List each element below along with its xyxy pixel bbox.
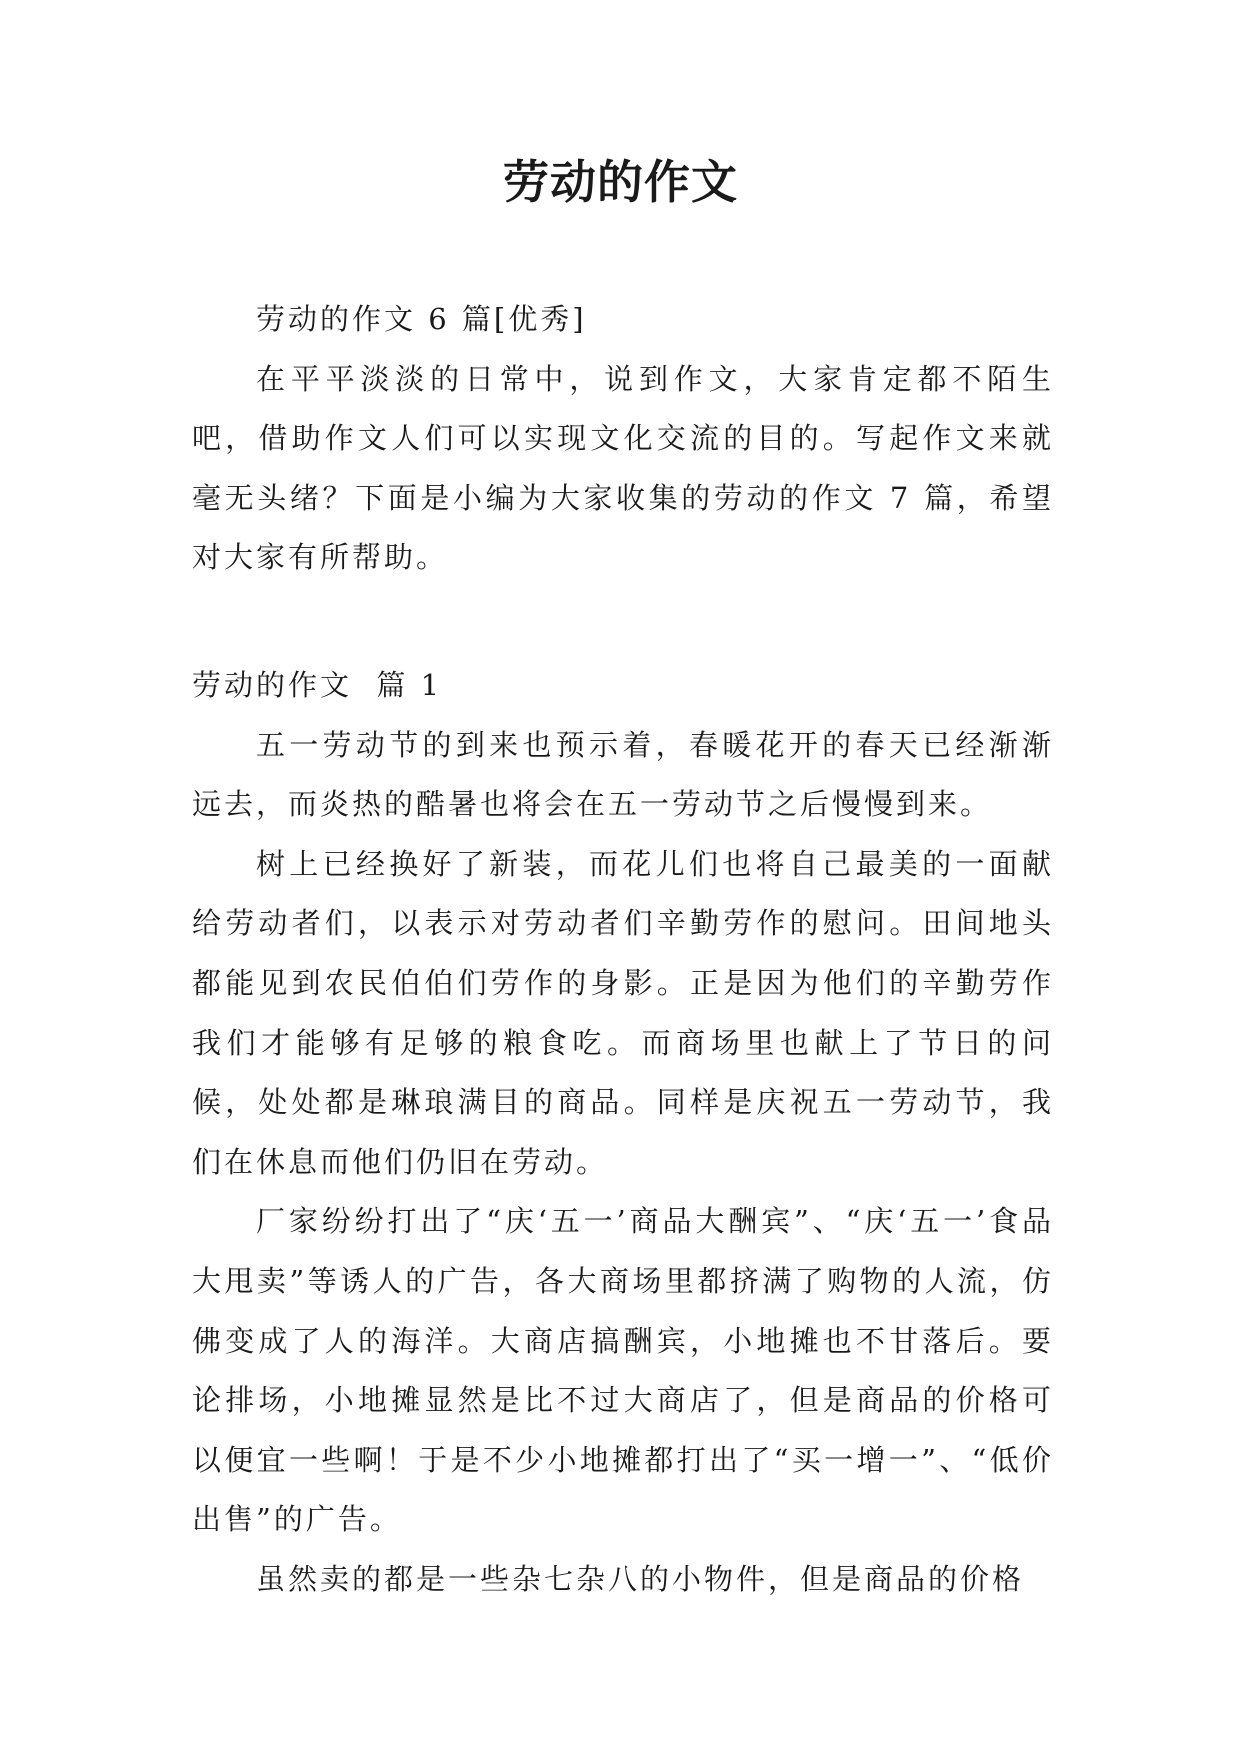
intro-paragraph: 在平平淡淡的日常中，说到作文，大家肯定都不陌生吧，借助作文人们可以实现文化交流的目的。写起作文来就毫无头绪？下面是小编为大家收集的劳动的作文 7 篇，希望对大家有所帮助。 bbox=[192, 361, 1054, 575]
body-paragraph: 树上已经换好了新装，而花儿们也将自己最美的一面献给劳动者们，以表示对劳动者们辛勤劳作的慰问。田间地头都能见到农民伯伯们劳作的身影。正是因为他们的辛勤劳作我们才能够有足够的粮食吃。而商场里也献上了节日的问候，处处都是琳琅满目的商品。同样是庆祝五一劳动节，我们在休息而他们仍旧在劳动。 bbox=[192, 846, 1054, 1179]
document-subtitle: 劳动的作文 6 篇[优秀] bbox=[256, 302, 587, 336]
section-heading: 劳动的作文 篇 1 bbox=[192, 667, 443, 702]
body-paragraph: 五一劳动节的到来也预示着，春暖花开的春天已经渐渐远去，而炎热的酷暑也将会在五一劳动节之后慢慢到来。 bbox=[192, 727, 1054, 822]
body-paragraph: 虽然卖的都是一些杂七杂八的小物件，但是商品的价格 bbox=[256, 1561, 1025, 1596]
document-title: 劳动的作文 bbox=[503, 155, 738, 209]
body-paragraph: 厂家纷纷打出了“庆‘五一’商品大酬宾”、“庆‘五一’食品大甩卖”等诱人的广告，各大商场里都挤满了购物的人流，仿佛变成了人的海洋。大商店搞酬宾，小地摊也不甘落后。要论排场，小地摊显然是比不过大商店了，但是商品的价格可以便宜一些啊！于是不少小地摊都打出了“买一增一”、“低价出售”的广告。 bbox=[192, 1204, 1054, 1537]
document-body bbox=[192, 290, 1054, 1609]
